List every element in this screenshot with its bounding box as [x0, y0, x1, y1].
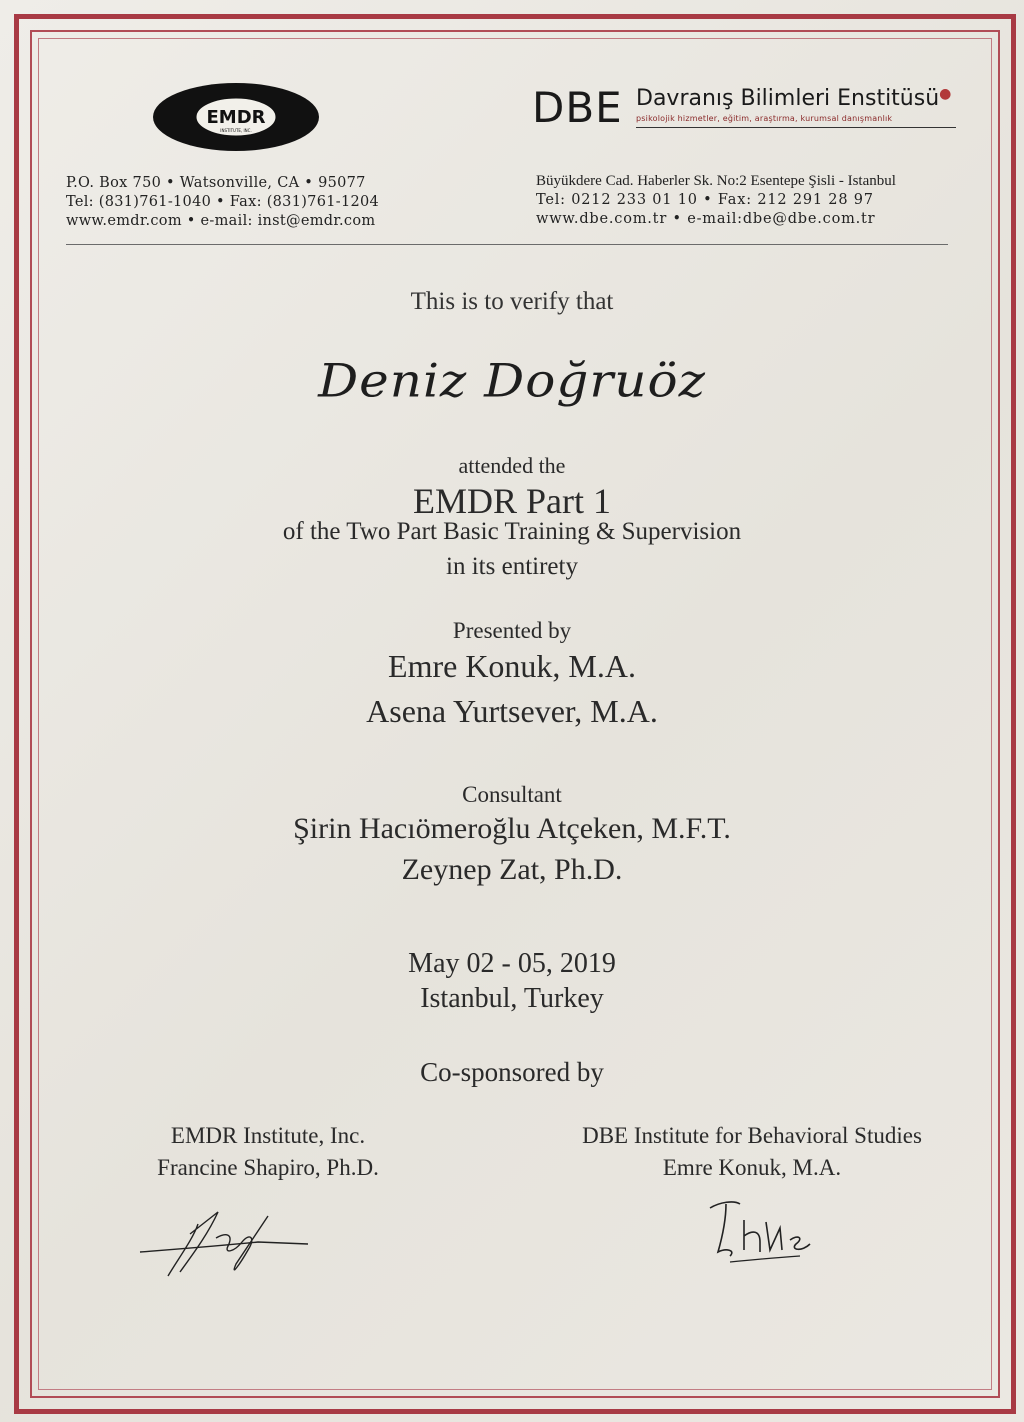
- presenter-name: Emre Konuk, M.A.: [388, 648, 636, 684]
- emdr-logo-text: EMDR: [206, 107, 266, 128]
- header-divider: [66, 244, 948, 245]
- dbe-address-block: [536, 172, 896, 229]
- dbe-phone-line: Tel: 0212 233 01 10 • Fax: 212 291 28 97: [536, 192, 874, 208]
- sponsor-org: DBE Institute for Behavioral Studies: [582, 1123, 922, 1148]
- training-location: Istanbul, Turkey: [420, 983, 604, 1014]
- signature-right: [700, 1190, 830, 1270]
- emdr-web-line: www.emdr.com • e-mail: inst@emdr.com: [66, 213, 376, 229]
- emdr-phone-line: Tel: (831)761-1040 • Fax: (831)761-1204: [66, 194, 380, 210]
- dbe-name-text: Davranış Bilimleri Enstitüsü: [636, 86, 940, 111]
- training-date: May 02 - 05, 2019: [408, 948, 616, 979]
- sponsor-org: EMDR Institute, Inc.: [170, 1123, 366, 1148]
- recipient-name: Deniz Doğruöz: [318, 354, 706, 408]
- course-title: EMDR Part 1: [413, 481, 611, 521]
- verify-text: This is to verify that: [410, 288, 614, 315]
- attended-text: attended the: [458, 453, 566, 478]
- dbe-address-line: Büyükdere Cad. Haberler Sk. No:2 Esentepe Şisli - Istanbul: [536, 173, 896, 189]
- entirety-text: in its entirety: [446, 553, 578, 580]
- dbe-logo-letters: DBE: [532, 83, 623, 132]
- emdr-address-block: [66, 174, 379, 231]
- dbe-logo-name: [636, 86, 951, 111]
- dbe-logo: [532, 84, 962, 134]
- cosponsored-label: Co-sponsored by: [420, 1057, 604, 1087]
- dbe-tagline: psikolojik hizmetler, eğitim, araştırma, kurumsal danışmanlık: [636, 114, 893, 123]
- emdr-logo: [152, 82, 320, 152]
- presented-by-label: Presented by: [452, 618, 572, 643]
- sponsor-person: Emre Konuk, M.A.: [662, 1155, 842, 1180]
- course-subtitle: of the Two Part Basic Training & Supervision: [282, 518, 742, 545]
- consultant-name: Zeynep Zat, Ph.D.: [401, 853, 623, 886]
- consultant-name: Şirin Hacıömeroğlu Atçeken, M.F.T.: [293, 812, 731, 845]
- registered-mark-icon: ●: [939, 86, 952, 102]
- signature-left: [138, 1194, 318, 1294]
- presenter-name: Asena Yurtsever, M.A.: [366, 693, 658, 729]
- emdr-logo-subtext: INSTITUTE, INC.: [220, 128, 252, 133]
- sponsor-left: [118, 1120, 418, 1184]
- sponsor-person: Francine Shapiro, Ph.D.: [157, 1155, 379, 1180]
- consultant-label: Consultant: [462, 782, 562, 807]
- dbe-logo-rule: [636, 127, 956, 128]
- dbe-web-line: www.dbe.com.tr • e-mail:dbe@dbe.com.tr: [536, 211, 876, 227]
- emdr-address-line: P.O. Box 750 • Watsonville, CA • 95077: [66, 175, 366, 191]
- sponsor-right: [552, 1120, 952, 1184]
